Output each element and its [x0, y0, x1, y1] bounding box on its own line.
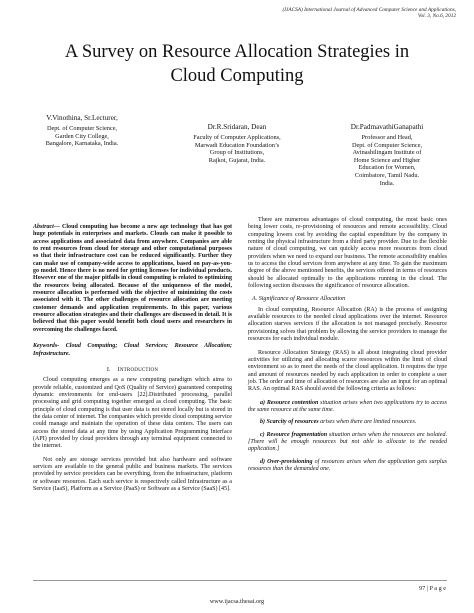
criterion-text: situation arises when two applications try to access the same resource at the same time.: [248, 399, 447, 413]
author-2-affiliation-line: Marwadi Education Foundation’s: [194, 141, 280, 149]
section-title-rest: NTRODUCTION: [119, 367, 159, 373]
author-1-name: V.Vinothina, Sr.Lecturer,: [46, 114, 118, 122]
page-number: 97 | P a g e: [419, 585, 446, 592]
abstract: [33, 224, 232, 334]
intro-paragraph-1: Cloud computing emerges as a new computing paradigm which aims to provide reliable, customized and QoS (Quality of Service) guaranteed computing dynamic environments for end-users [22].Distributed processing, parallel processing and grid computing together emerged as cloud computing. The basic principle of cloud computing is that user data is not stored locally but is stored in the data center of internet. The companies which provide cloud computing service could manage and maintain the operation of these data centers. The users can access the stored data at any time by using Application Programming Interface (API) provided by cloud providers through any terminal equipment connected to the internet.: [33, 377, 232, 450]
author-3-affiliation-line: Dept. of Computer Science,: [351, 141, 423, 149]
author-3-affiliation-line: Coimbatore, Tamil Nadu.: [354, 171, 420, 179]
footer-divider: [33, 580, 447, 581]
paper-title-line1: A Survey on Resource Allocation Strategies in: [64, 42, 410, 62]
criterion-text: of resources arises when the application gets surplus resources than the demanded one.: [248, 458, 447, 472]
author-1-affiliation-line: Bangalore, Karnataka, India.: [45, 140, 119, 148]
section-title-initial: I: [117, 366, 120, 373]
author-1-affiliation-line: Garden City College,: [55, 132, 109, 140]
paper-title: [30, 40, 444, 88]
ras-paragraph: Resource Allocation Strategy (RAS) is all about integrating cloud provider activities for utilizing and allocating scarce resources within the limit of cloud environment so as to meet the needs of the cloud application. It requires the type and amount of resources needed by each application in order to complete a user job. The order and time of allocation of resources are also an input for an optimal RAS. An optimal RAS should avoid the following criteria as follows:: [248, 349, 447, 393]
author-3-affiliation-line: Avinashilingam Institute of: [352, 149, 422, 157]
abstract-text: Cloud computing has become a new age technology that has got huge potentials in enterprises and markets. Clouds can make it possible to access applications and associated data from anywhere. Companies are able to rent resources from cloud for storage and other computational purposes so that their infrastructure cost can be reduced significantly. Further they can make use of company-wide access to applications, based on pay-as-you-go model. Hence there is no need for getting licenses for individual products. However one of the major pitfalls in cloud computing is related to optimizing the resources being allocated. Because of the uniqueness of the model, resource allocation is performed with the objective of minimizing the costs associated with it. The other challenges of resource allocation are meeting customer demands and application requirements. In this paper, various resource allocation strategies and their challenges are discussed in detail. It is believed that this paper would benefit both cloud users and researchers in overcoming the challenges faced.: [33, 224, 232, 333]
intro-paragraph-2: Not only are storage services provided but also hardware and software services are available to the general public and business markets. The services provided by service providers can be everything, from the infrastructure, platform or software resources. Each such service is respectively called Infrastructure as a Service (IaaS), Platform as a Service (PaaS) or Software as a Service (SaaS) [45].: [33, 456, 232, 492]
footer-url[interactable]: www.ijacsa.thesai.org: [209, 598, 265, 605]
criterion-item: [248, 400, 447, 415]
criterion-text: arises when there are limited resources.: [318, 419, 417, 426]
subsection-heading: A. Significance of Resource Allocation: [252, 296, 346, 303]
journal-header-line2: Vol. 3, No.6, 2012: [417, 13, 456, 20]
author-3-affiliation-line: Professor and Head,: [361, 134, 413, 141]
criterion-text: situation arises when the resources are isolated. [There will be enough resources but not able to allocate to the needed application.]: [248, 431, 448, 453]
criterion-item: [248, 419, 447, 426]
criterion-label: a) Resource contention: [260, 399, 319, 406]
section-heading-introduction: [33, 367, 232, 374]
criterion-label: b) Scarcity of resources: [260, 419, 319, 426]
left-column: [33, 224, 232, 499]
author-2-name: Dr.R.Sridaran, Dean: [207, 123, 267, 131]
author-2: [172, 122, 302, 164]
author-1: [22, 113, 142, 148]
paper-title-line2: Cloud Computing: [170, 66, 304, 86]
author-2-affiliation-line: Faculty of Computer Applications,: [193, 134, 281, 141]
resource-allocation-paragraph: In cloud computing, Resource Allocation (RA) is the process of assigning available resources to the needed cloud applications over the internet. Resource allocation starves services if the allocation is not managed precisely. Resource provisioning solves that problem by allowing the service providers to manage the resources for each individual module.: [248, 306, 447, 343]
right-column: [248, 217, 447, 478]
advantages-paragraph: There are numerous advantages of cloud computing, the most basic ones being lower costs, re-provisioning of resources and remote accessibility. Cloud computing lowers cost by avoiding the capital expenditure by the company in renting the physical infrastructure from a third party provider. Due to the flexible nature of cloud computing, we can quickly access more resources from cloud providers when we need to expand our business. The remote accessibility enables us to access the cloud services from anywhere at any time. To gain the maximum degree of the above mentioned benefits, the services offered in terms of resources should be allocated optimally to the applications running in the cloud. The following section discusses the significance of resource allocation.: [248, 217, 447, 290]
author-2-affiliation-line: Rajkot, Gujarat, India.: [208, 156, 266, 164]
author-3-affiliation-line: Education for Women,: [358, 164, 416, 172]
keywords: Keywords- Cloud Computing; Cloud Services; Resource Allocation; Infrastructure.: [33, 343, 232, 357]
author-3-affiliation-line: India.: [379, 179, 395, 187]
author-1-affiliation-line: Dept. of Computer Science,: [46, 125, 118, 132]
author-3: [322, 122, 452, 187]
author-2-affiliation-line: Group of Institutions,: [209, 149, 265, 157]
author-3-name: Dr.PadmavathiGanapathi: [350, 123, 424, 131]
criterion-label: c) Resource fragmentation: [260, 431, 328, 438]
section-number: I.: [106, 366, 111, 373]
journal-header: [156, 7, 456, 20]
criterion-item: [248, 459, 447, 474]
criterion-item: [248, 432, 447, 454]
journal-header-line1: (IJACSA) International Journal of Advanced Computer Science and Applications,: [282, 7, 456, 13]
author-3-affiliation-line: Home Science and Higher: [353, 156, 421, 164]
abstract-label: Abstract—: [33, 224, 60, 230]
criterion-label: d) Over-provisioning: [260, 458, 313, 465]
